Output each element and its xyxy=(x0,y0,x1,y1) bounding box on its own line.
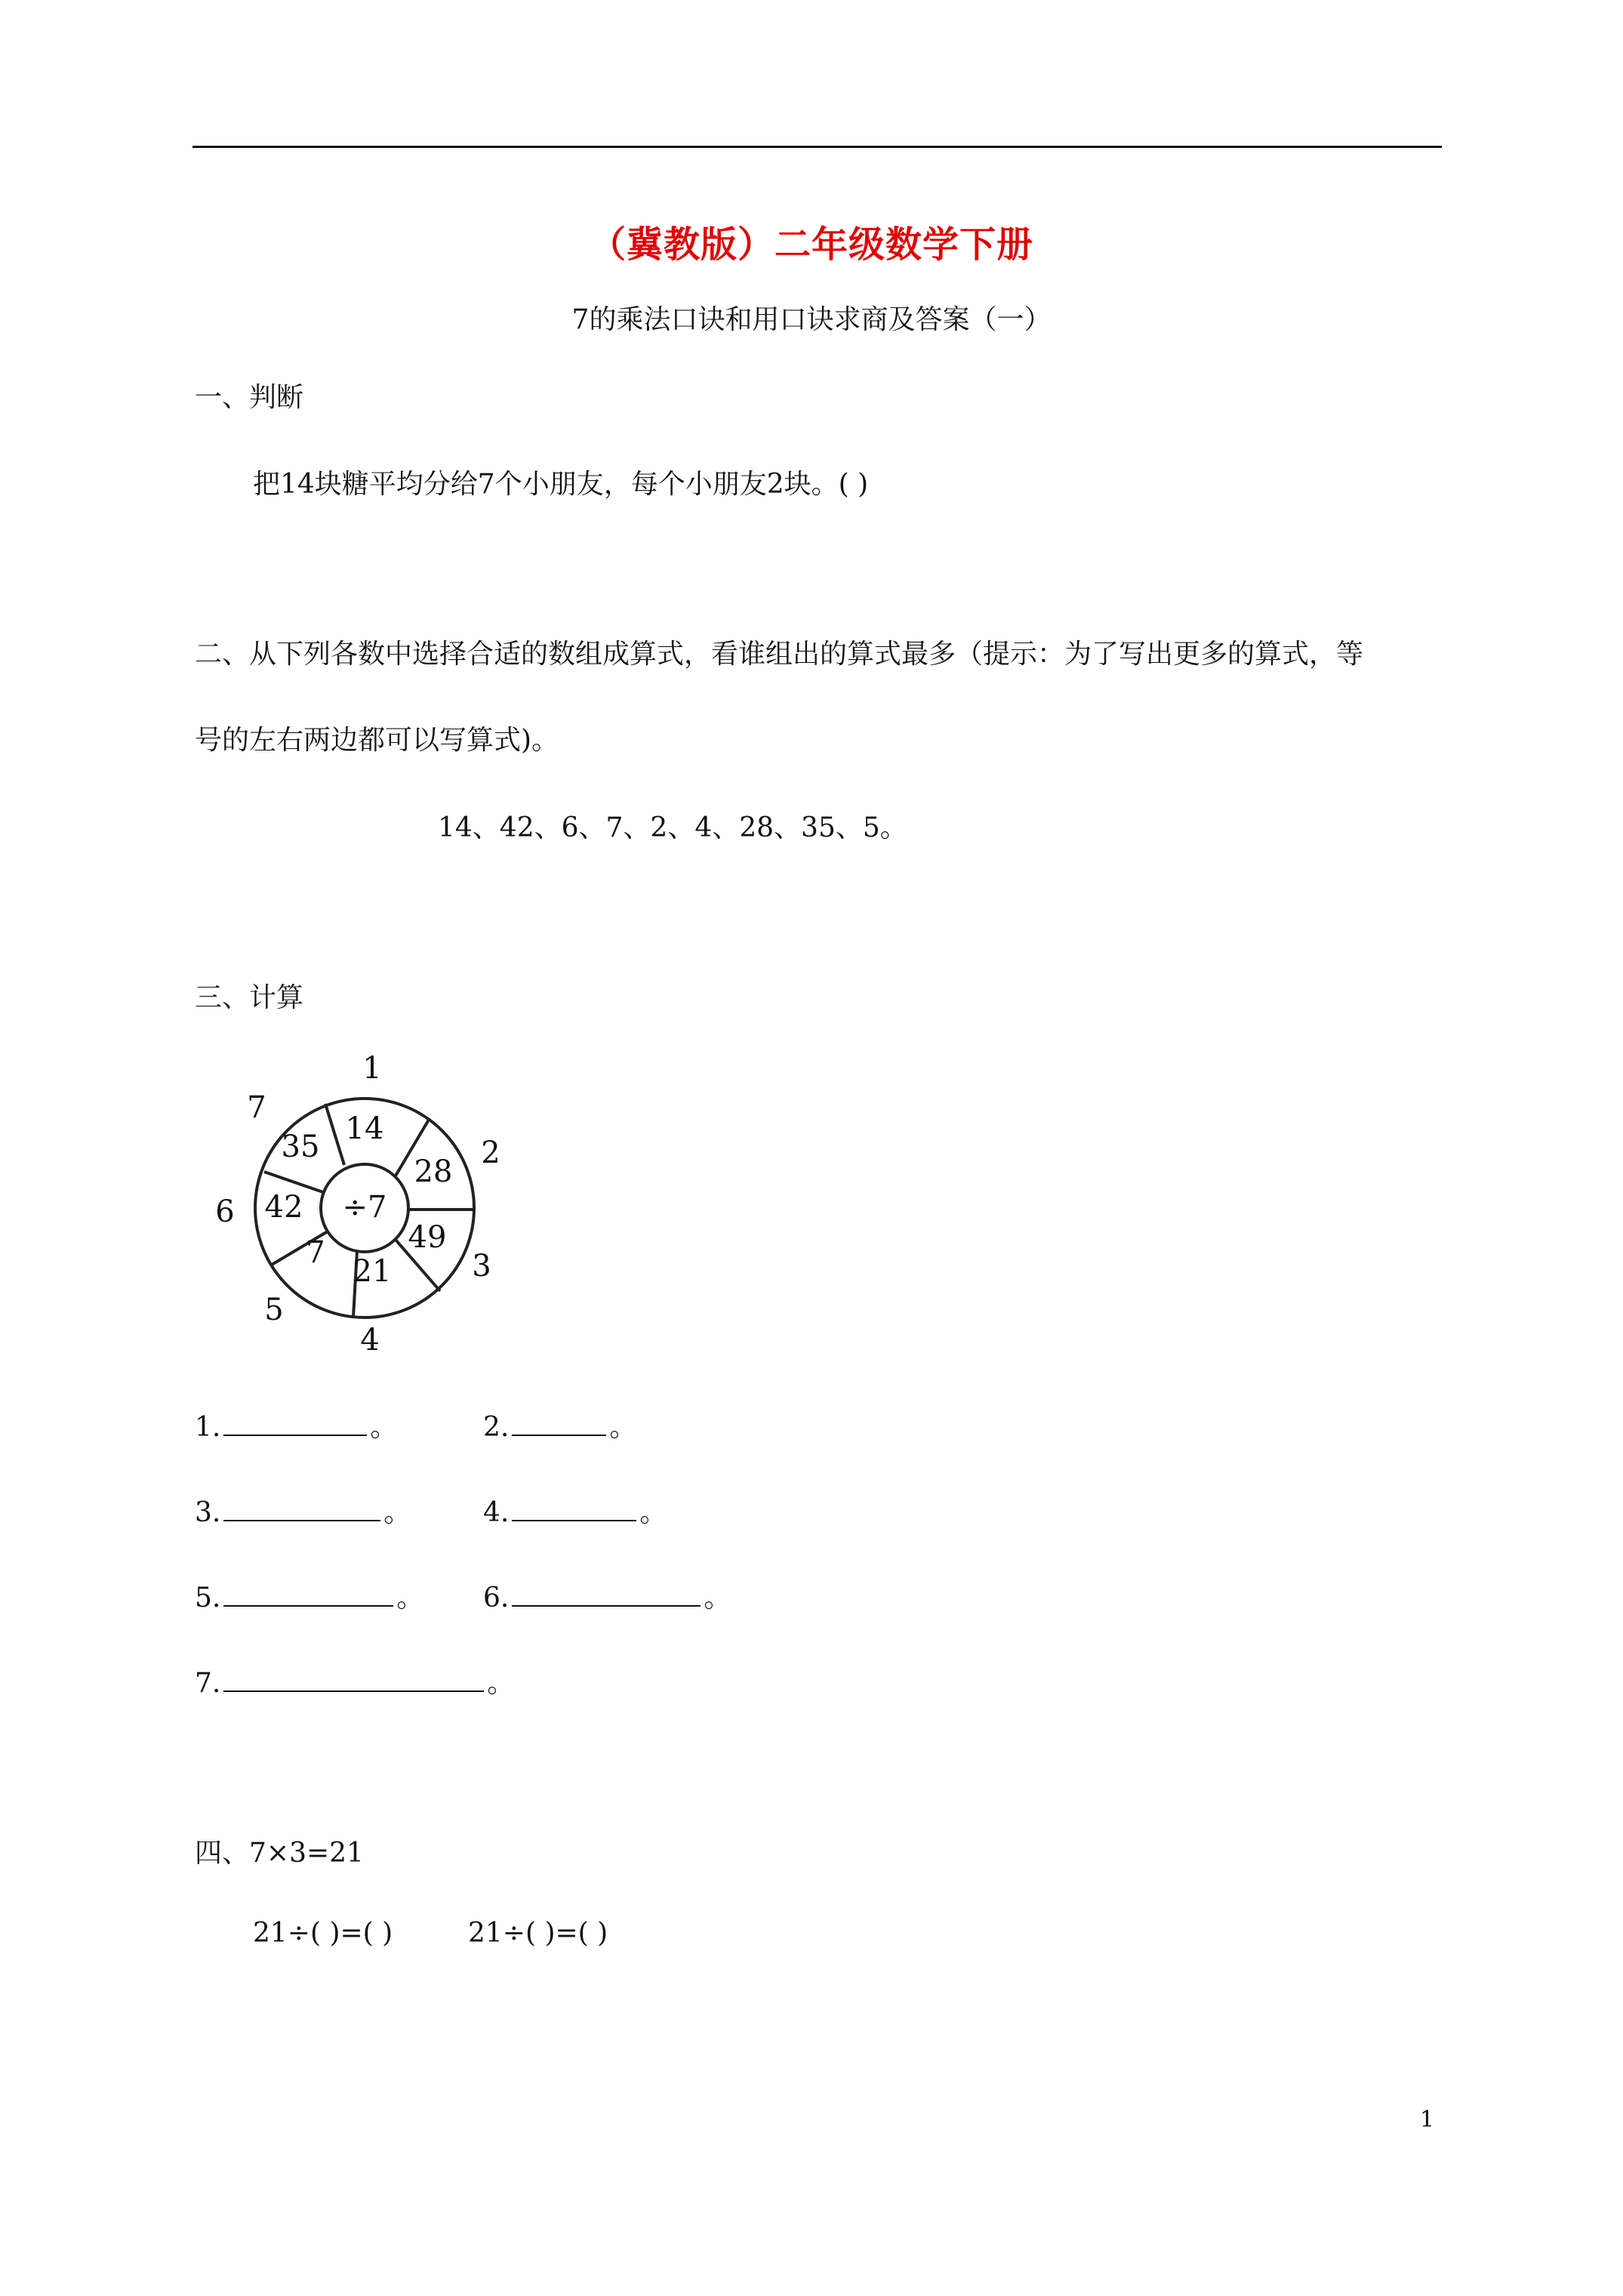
section3-heading: 三、计算 xyxy=(195,982,304,1013)
answer-number: 5. xyxy=(195,1583,221,1613)
wheel-segment-value: 28 xyxy=(414,1154,453,1189)
page-number: 1 xyxy=(1419,2106,1434,2133)
section1-heading: 一、判断 xyxy=(195,382,304,413)
wheel-segment-value: 14 xyxy=(345,1111,384,1146)
section1-question: 把14块糖平均分给7个小朋友，每个小朋友2块。( ) xyxy=(253,469,869,500)
wheel-segment-label: 3 xyxy=(472,1249,491,1284)
wheel-segment-value: 42 xyxy=(264,1190,303,1225)
answer-blank-6[interactable] xyxy=(512,1579,701,1607)
answer-blank-5[interactable] xyxy=(223,1579,393,1607)
wheel-segment-label: 6 xyxy=(215,1194,235,1229)
answer-period: 。 xyxy=(639,1497,667,1528)
answer-blank-2[interactable] xyxy=(512,1409,606,1436)
page-title: （冀教版）二年级数学下册 xyxy=(589,223,1033,266)
answer-blank-7[interactable] xyxy=(223,1665,484,1692)
answer-period: 。 xyxy=(370,1412,398,1443)
wheel-segment-label: 7 xyxy=(247,1090,266,1125)
section2-line2: 号的左右两边都可以写算式)。 xyxy=(195,725,559,756)
answer-line-5 xyxy=(195,1576,423,1615)
answer-period: 。 xyxy=(396,1583,424,1613)
wheel-segment-label: 5 xyxy=(264,1293,284,1327)
answer-period: 。 xyxy=(487,1668,515,1699)
answer-blank-1[interactable] xyxy=(223,1409,367,1436)
section4-heading: 四、7×3=21 xyxy=(195,1838,364,1869)
division-wheel-diagram xyxy=(202,1049,500,1374)
wheel-segment-label: 2 xyxy=(481,1136,500,1170)
page-subtitle: 7的乘法口诀和用口诀求商及答案（一） xyxy=(571,304,1052,335)
wheel-segment-label: 1 xyxy=(362,1051,382,1086)
answer-number: 2. xyxy=(483,1412,510,1443)
answer-number: 7. xyxy=(195,1668,221,1699)
header-rule xyxy=(192,146,1442,148)
wheel-center-operation: ÷7 xyxy=(342,1190,387,1225)
answer-line-1 xyxy=(195,1406,397,1444)
answer-period: 。 xyxy=(704,1583,731,1613)
answer-blank-4[interactable] xyxy=(512,1494,636,1521)
answer-period: 。 xyxy=(609,1412,637,1443)
answer-number: 1. xyxy=(195,1412,221,1443)
answer-line-6 xyxy=(483,1576,731,1615)
answer-line-7 xyxy=(195,1662,514,1700)
section4-equation-2: 21÷( )=( ) xyxy=(468,1918,608,1949)
wheel-segment-value: 7 xyxy=(306,1235,325,1270)
answer-number: 6. xyxy=(483,1583,510,1613)
section2-number-list: 14、42、6、7、2、4、28、35、5。 xyxy=(438,812,907,843)
section2-line1: 二、从下列各数中选择合适的数组成算式，看谁组出的算式最多（提示：为了写出更多的算式，等 xyxy=(195,639,1364,670)
wheel-segment-value: 49 xyxy=(408,1220,447,1255)
wheel-segment-value: 35 xyxy=(281,1130,320,1164)
answer-number: 4. xyxy=(483,1497,510,1528)
answer-line-4 xyxy=(483,1491,667,1530)
answer-period: 。 xyxy=(383,1497,411,1528)
wheel-segment-label: 4 xyxy=(360,1323,380,1358)
wheel-segment-value: 21 xyxy=(353,1254,392,1289)
answer-blank-3[interactable] xyxy=(223,1494,380,1521)
answer-line-2 xyxy=(483,1406,636,1444)
answer-number: 3. xyxy=(195,1497,221,1528)
section4-equation-1: 21÷( )=( ) xyxy=(253,1918,393,1949)
answer-line-3 xyxy=(195,1491,411,1530)
